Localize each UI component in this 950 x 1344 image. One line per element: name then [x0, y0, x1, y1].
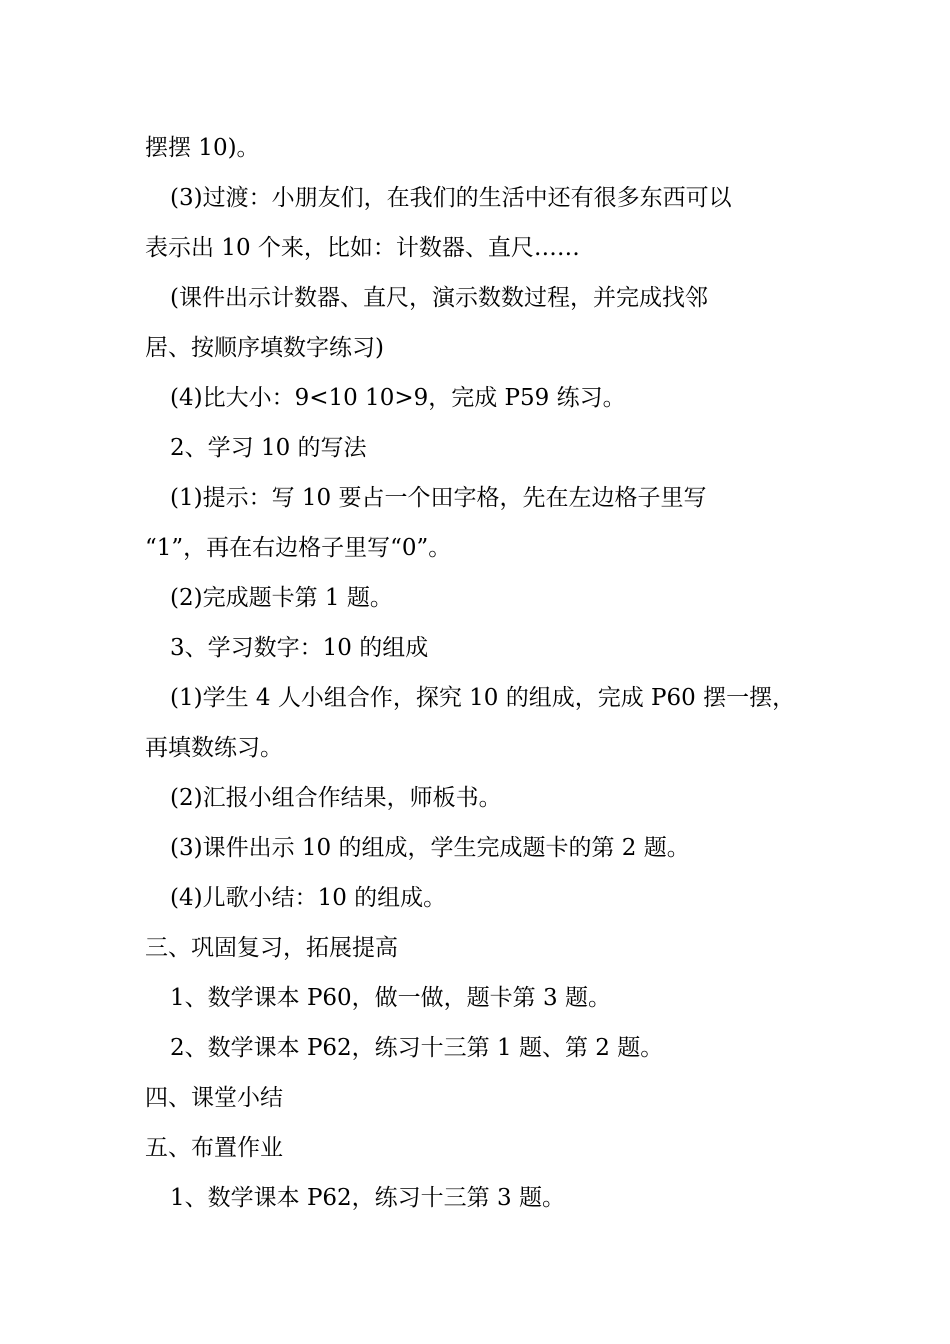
section-heading: 五、布置作业 [145, 1135, 283, 1161]
text-line: 1、数学课本 P60，做一做，题卡第 3 题。 [170, 985, 611, 1011]
text-line: 居、按顺序填数字练习) [145, 335, 384, 361]
text-line: 2、数学课本 P62，练习十三第 1 题、第 2 题。 [170, 1035, 664, 1061]
section-heading: 3、学习数字：10 的组成 [170, 635, 429, 661]
text-line: (4)比大小：9<10 10>9，完成 P59 练习。 [170, 385, 626, 411]
section-heading: 四、课堂小结 [145, 1085, 283, 1111]
section-heading: 2、学习 10 的写法 [170, 435, 367, 461]
text-line: (1)提示：写 10 要占一个田字格，先在左边格子里写 [170, 485, 707, 511]
text-line: (3)过渡：小朋友们，在我们的生活中还有很多东西可以 [170, 185, 732, 211]
text-line: (4)儿歌小结：10 的组成。 [170, 885, 447, 911]
text-line: 1、数学课本 P62，练习十三第 3 题。 [170, 1185, 565, 1211]
text-line: 表示出 10 个来，比如：计数器、直尺…… [145, 235, 580, 261]
text-line: (2)完成题卡第 1 题。 [170, 585, 393, 611]
text-line: (3)课件出示 10 的组成，学生完成题卡的第 2 题。 [170, 835, 690, 861]
text-line: “1”，再在右边格子里写“0”。 [145, 535, 452, 561]
text-line: (2)汇报小组合作结果，师板书。 [170, 785, 502, 811]
text-line: (课件出示计数器、直尺，演示数数过程，并完成找邻 [170, 285, 708, 311]
text-line: (1)学生 4 人小组合作，探究 10 的组成，完成 P60 摆一摆， [170, 685, 796, 711]
section-heading: 三、巩固复习，拓展提高 [145, 935, 398, 961]
text-line: 摆摆 10)。 [145, 135, 260, 161]
text-line: 再填数练习。 [145, 735, 283, 761]
